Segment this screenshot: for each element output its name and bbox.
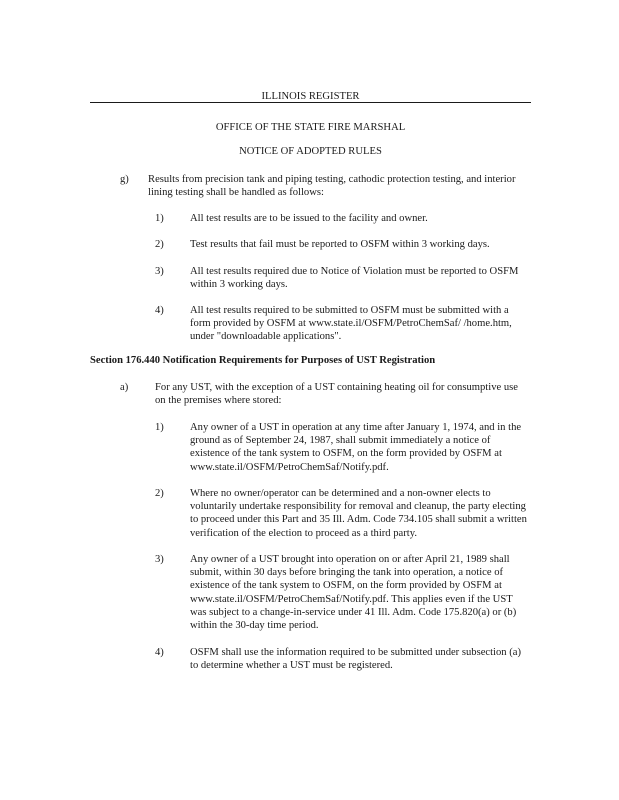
- subsection-g-label: g): [120, 174, 129, 185]
- header-rule: [90, 102, 531, 103]
- g-item-4-number: 4): [155, 305, 164, 316]
- section-heading: Section 176.440 Notification Requirements for Purposes of UST Registration: [90, 355, 436, 366]
- a-item-1-number: 1): [155, 422, 164, 433]
- office-title: OFFICE OF THE STATE FIRE MARSHAL: [215, 122, 406, 133]
- register-title: ILLINOIS REGISTER: [261, 91, 360, 102]
- g-item-1-number: 1): [155, 213, 164, 224]
- g-item-3-text: All test results required due to Notice of Violation must be reported to OSFM within 3 working days.: [190, 266, 519, 291]
- a-item-3-number: 3): [155, 554, 164, 565]
- a-item-3-text: Any owner of a UST brought into operation on or after April 21, 1989 shall submit, within 30 days before bringing the tank into operation, a notice of existence of the tank system to OSFM, on the form provided by OSFM at www.state.il/OSFM/PetroChemSaf/Notify.pdf. This applies even if the UST was subject to a change-in-service under 41 Ill. Adm. Code 175.820(a) or (b) within the 30-day time period.: [190, 554, 517, 632]
- g-item-3-number: 3): [155, 266, 164, 277]
- g-item-1-text: All test results are to be issued to the facility and owner.: [190, 213, 428, 224]
- g-item-2-text: Test results that fail must be reported to OSFM within 3 working days.: [190, 239, 490, 250]
- a-item-2-text: Where no owner/operator can be determined and a non-owner elects to voluntarily undertake responsibility for removal and cleanup, the party electing to proceed under this Part and 35 Ill. Adm. Code 734.105 shall submit a written verification of the election to proceed as a third party.: [190, 488, 527, 539]
- subsection-a-label: a): [120, 382, 129, 393]
- g-item-2-number: 2): [155, 239, 164, 250]
- a-item-2-number: 2): [155, 488, 164, 499]
- subsection-g-intro: Results from precision tank and piping testing, cathodic protection testing, and interior lining testing shall be handled as follows:: [148, 174, 516, 199]
- a-item-4-number: 4): [155, 647, 164, 658]
- g-item-4-text: All test results required to be submitted to OSFM must be submitted with a form provided by OSFM at www.state.il/OSFM/PetroChemSaf/ /home.htm, under "downloadable applications".: [190, 305, 512, 343]
- subsection-a-intro: For any UST, with the exception of a UST containing heating oil for consumptive use on the premises where stored:: [155, 382, 518, 407]
- a-item-4-text: OSFM shall use the information required to be submitted under subsection (a) to determine whether a UST must be registered.: [190, 647, 521, 672]
- notice-title: NOTICE OF ADOPTED RULES: [239, 146, 382, 157]
- a-item-1-text: Any owner of a UST in operation at any time after January 1, 1974, and in the ground as of September 24, 1987, shall submit immediately a notice of existence of the tank system to OSFM, on the form provided by OSFM at www.state.il/OSFM/PetroChemSaf/Notify.pdf.: [190, 422, 522, 473]
